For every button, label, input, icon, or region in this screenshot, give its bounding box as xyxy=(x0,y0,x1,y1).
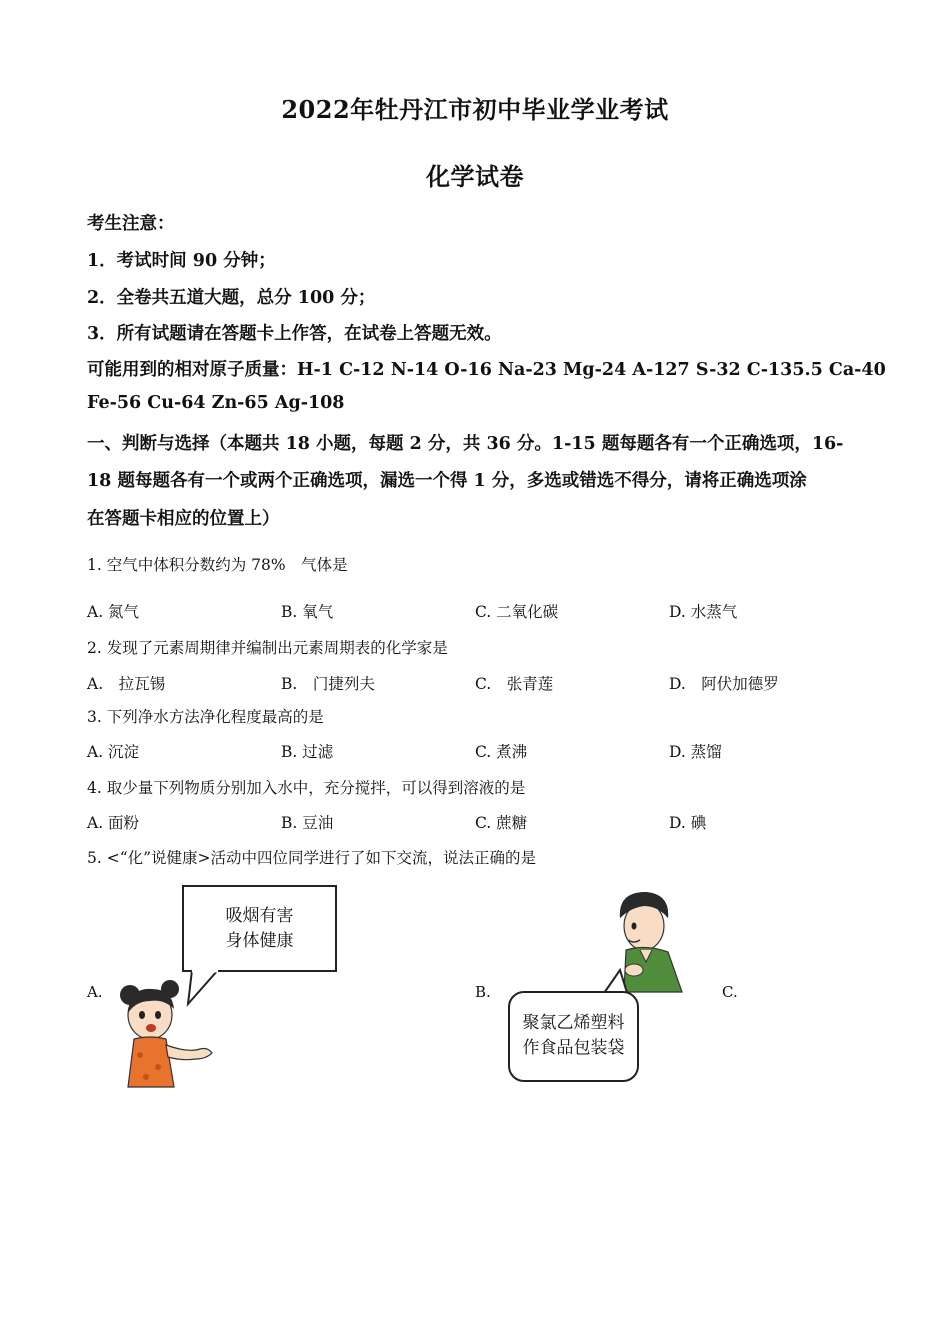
figure-label-c: C. xyxy=(722,983,738,1001)
figure-label-b: B. xyxy=(475,983,491,1001)
section-instructions: 一、判断与选择（本题共 18 小题，每题 2 分，共 36 分。1-15 题每题各有一个正确选项，16- xyxy=(87,434,844,454)
bubble-a-line: 身体健康 xyxy=(225,931,294,951)
option-b: B. 过滤 xyxy=(281,743,334,761)
bubble-a-line: 吸烟有害 xyxy=(225,906,294,926)
option-d: D. 蒸馏 xyxy=(669,743,722,761)
option-a: A. 面粉 xyxy=(87,814,140,832)
speech-bubble-a xyxy=(182,885,337,972)
option-d: D. 阿伏加德罗 xyxy=(669,675,779,693)
section-instructions-cont: 18 题每题各有一个或两个正确选项，漏选一个得 1 分，多选或错选不得分，请将正确选项涂 xyxy=(87,471,807,491)
question-stem: 3. 下列净水方法净化程度最高的是 xyxy=(87,708,324,726)
option-a: A. 沉淀 xyxy=(87,743,140,761)
section-instructions-end: 在答题卡相应的位置上） xyxy=(87,509,280,529)
option-d: D. 水蒸气 xyxy=(669,603,738,621)
option-a: A. 氮气 xyxy=(87,603,140,621)
notice-item: 3．所有试题请在答题卡上作答，在试卷上答题无效。 xyxy=(87,324,502,344)
option-c: C. 张青莲 xyxy=(475,675,554,693)
exam-subtitle: 化学试卷 xyxy=(426,162,524,191)
option-b: B. 豆油 xyxy=(281,814,334,832)
speech-bubble-b xyxy=(508,991,639,1082)
notice-item: 2．全卷共五道大题，总分 100 分； xyxy=(87,288,376,308)
question-stem: 5. <“化”说健康>活动中四位同学进行了如下交流，说法正确的是 xyxy=(87,849,537,867)
exam-title: 2022年牡丹江市初中毕业学业考试 xyxy=(281,95,669,124)
option-c: C. 二氧化碳 xyxy=(475,603,559,621)
option-c: C. 煮沸 xyxy=(475,743,528,761)
question-stem: 2. 发现了元素周期律并编制出元素周期表的化学家是 xyxy=(87,639,448,657)
question-stem: 4. 取少量下列物质分别加入水中，充分搅拌，可以得到溶液的是 xyxy=(87,779,526,797)
option-a: A. 拉瓦锡 xyxy=(87,675,166,693)
option-d: D. 碘 xyxy=(669,814,707,832)
figure-label-a: A. xyxy=(87,983,103,1001)
atomic-masses-cont: Fe-56 Cu-64 Zn-65 Ag-108 xyxy=(87,393,345,413)
option-b: B. 门捷列夫 xyxy=(281,675,375,693)
girl-student-illustration xyxy=(108,975,223,1090)
option-c: C. 蔗糖 xyxy=(475,814,528,832)
bubble-b-line: 聚氯乙烯塑料 xyxy=(522,1013,625,1033)
option-b: B. 氧气 xyxy=(281,603,334,621)
question-stem: 1. 空气中体积分数约为 78% 气体是 xyxy=(87,556,348,574)
notice-heading: 考生注意： xyxy=(87,214,175,234)
notice-item: 1．考试时间 90 分钟； xyxy=(87,251,276,271)
bubble-b-line: 作食品包装袋 xyxy=(522,1038,625,1058)
atomic-masses: 可能用到的相对原子质量：H-1 C-12 N-14 O-16 Na-23 Mg-24 A-127 S-32 C-135.5 Ca-40 xyxy=(87,360,886,380)
